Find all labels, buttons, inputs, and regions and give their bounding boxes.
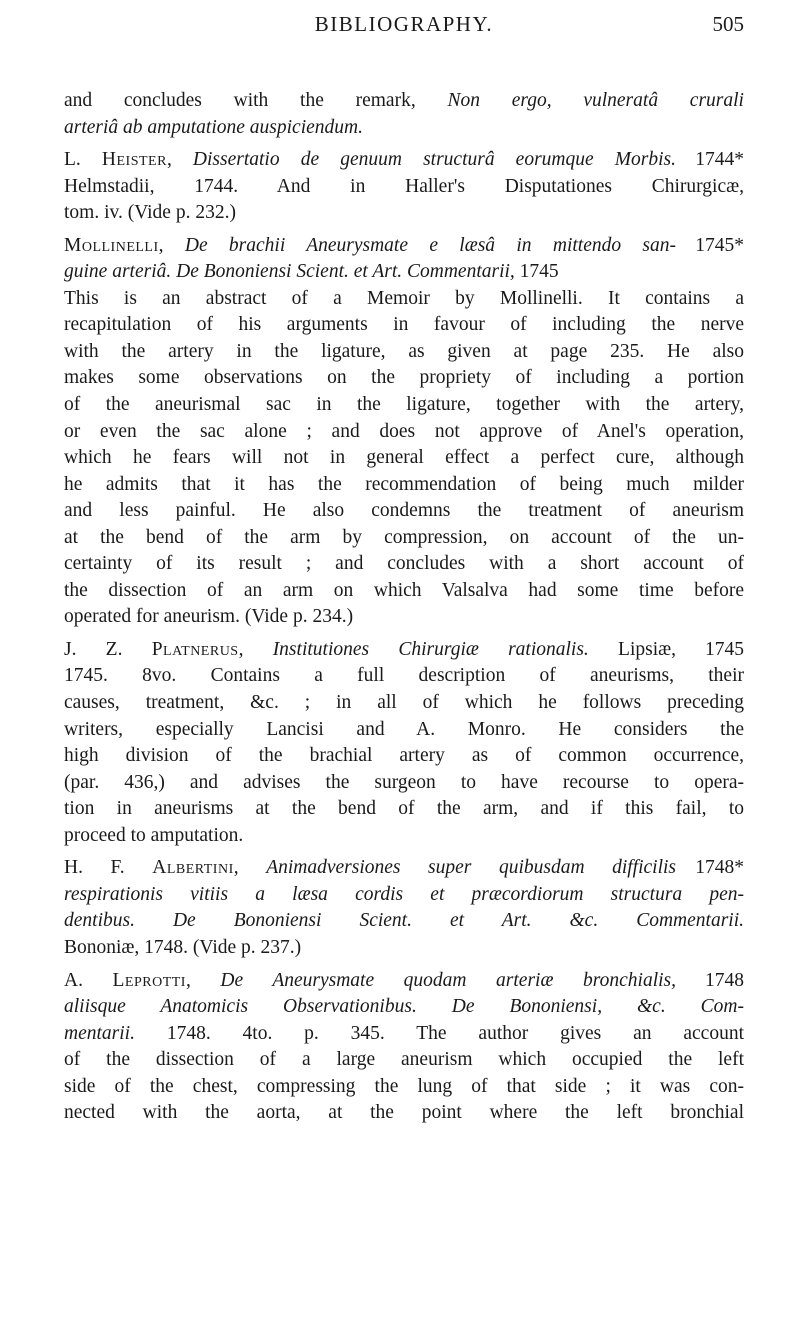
text-line: Helmstadii, 1744. And in Haller's Disputationes Chirurgicæ,	[64, 175, 744, 197]
text-line: 1745. 8vo. Contains a full description of aneurisms, their	[64, 665, 744, 687]
running-head: BIBLIOGRAPHY.	[314, 12, 494, 36]
text-line: of the dissection of a large aneurism which occupied the left	[64, 1049, 744, 1071]
page-header	[64, 12, 744, 42]
entry-year: 1748*	[695, 857, 744, 879]
text-line: mentarii. 1748. 4to. p. 345. The author gives an account	[64, 1022, 744, 1044]
text-line: This is an abstract of a Memoir by Mollinelli. It contains a	[64, 287, 744, 309]
text-line	[64, 637, 744, 664]
entry-heading-text: J. Z. Platnerus, Institutiones Chirurgiæ rationalis. Lipsiæ,	[64, 638, 676, 660]
entry-heading-text: L. Heister, Dissertatio de genuum structurâ eorumque Morbis.	[64, 149, 676, 171]
entry-heading-text: A. Leprotti, De Aneurysmate quodam arteriæ bronchialis,	[64, 969, 676, 991]
entry-heading-text: H. F. Albertini, Animadversiones super quibusdam difficilis	[64, 857, 677, 879]
text-line: with the artery in the ligature, as given at page 235. He also	[64, 340, 744, 362]
text-line: tion in aneurisms at the bend of the arm, and if this fail, to	[64, 798, 744, 820]
text-line: which he fears will not in general effect a perfect cure, although	[64, 447, 744, 469]
text-line: guine arteriâ. De Bononiensi Scient. et Art. Commentarii, 1745	[64, 261, 559, 283]
text-line: he admits that it has the recommendation of being much milder	[64, 473, 744, 495]
text-line: tom. iv. (Vide p. 232.)	[64, 202, 236, 224]
text-line: operated for aneurism. (Vide p. 234.)	[64, 606, 354, 628]
text-line: arteriâ ab amputatione auspiciendum.	[64, 116, 363, 138]
text-line: recapitulation of his arguments in favour of including the nerve	[64, 314, 744, 336]
entry-year: 1745	[705, 638, 744, 660]
text-line	[64, 855, 744, 882]
entry-year: 1748	[705, 969, 744, 991]
text-line: and less painful. He also condemns the treatment of aneurism	[64, 500, 744, 522]
text-line: makes some observations on the propriety of including a portion	[64, 367, 744, 389]
text-line	[64, 147, 744, 174]
text-line: high division of the brachial artery as of common occurrence,	[64, 745, 744, 767]
text-line: respirationis vitiis a læsa cordis et præcordiorum structura pen-	[64, 883, 744, 905]
entry-heading-text: Mollinelli, De brachii Aneurysmate e læsâ in mittendo san-	[64, 234, 677, 256]
text-line: at the bend of the arm by compression, on account of the un-	[64, 526, 744, 548]
text-line: writers, especially Lancisi and A. Monro. He considers the	[64, 718, 744, 740]
bibliography-body	[64, 88, 744, 1127]
text-line: (par. 436,) and advises the surgeon to have recourse to opera-	[64, 771, 744, 793]
text-line: certainty of its result ; and concludes with a short account of	[64, 553, 744, 575]
entry-year: 1745*	[695, 234, 744, 256]
text-line: of the aneurismal sac in the ligature, together with the artery,	[64, 394, 744, 416]
text-line: dentibus. De Bononiensi Scient. et Art. &c. Commentarii.	[64, 910, 744, 932]
text-line: the dissection of an arm on which Valsalva had some time before	[64, 579, 744, 601]
entry-year: 1744*	[695, 149, 744, 171]
text-line: or even the sac alone ; and does not approve of Anel's operation,	[64, 420, 744, 442]
text-line: proceed to amputation.	[64, 824, 244, 846]
text-line	[64, 233, 744, 260]
text-line: side of the chest, compressing the lung of that side ; it was con-	[64, 1075, 744, 1097]
text-line: Bononiæ, 1748. (Vide p. 237.)	[64, 936, 302, 958]
page-number: 505	[712, 12, 744, 36]
text-line: aliisque Anatomicis Observationibus. De Bononiensi, &c. Com-	[64, 996, 744, 1018]
text-line: nected with the aorta, at the point where the left bronchial	[64, 1102, 744, 1124]
text-line: and concludes with the remark, Non ergo, vulneratâ crurali	[64, 90, 744, 111]
text-line: causes, treatment, &c. ; in all of which he follows preceding	[64, 692, 744, 714]
text-line	[64, 968, 744, 995]
